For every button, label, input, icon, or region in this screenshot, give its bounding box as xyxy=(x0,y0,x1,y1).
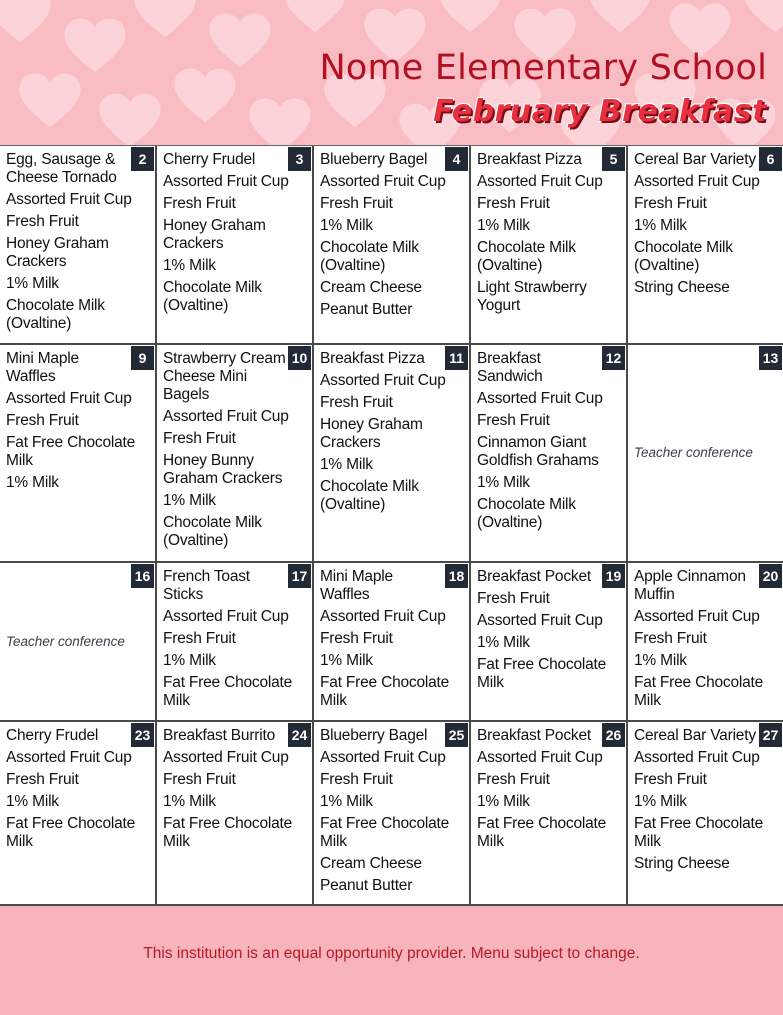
day-number-badge: 12 xyxy=(602,346,625,370)
menu-item: Fat Free Chocolate Milk xyxy=(634,674,764,709)
menu-item: Assorted Fruit Cup xyxy=(163,173,289,190)
day-number-badge: 27 xyxy=(759,723,782,747)
day-number-badge: 25 xyxy=(445,723,468,747)
menu-item: 1% Milk xyxy=(163,793,216,810)
menu-item: Fresh Fruit xyxy=(477,412,550,429)
menu-item: Fat Free Chocolate Milk xyxy=(320,815,450,850)
menu-entree: Breakfast Pizza xyxy=(320,350,425,367)
menu-item: Fat Free Chocolate Milk xyxy=(163,674,293,709)
menu-item: Assorted Fruit Cup xyxy=(163,608,289,625)
menu-item: Fat Free Chocolate Milk xyxy=(163,815,293,850)
menu-item: Assorted Fruit Cup xyxy=(634,173,760,190)
menu-entree: Cherry Frudel xyxy=(163,151,256,168)
menu-item-list xyxy=(320,568,463,710)
menu-item: Cream Cheese xyxy=(320,279,422,296)
menu-item: Assorted Fruit Cup xyxy=(634,608,760,625)
menu-item-list xyxy=(6,350,149,492)
menu-item: Fresh Fruit xyxy=(634,771,707,788)
day-cell xyxy=(157,722,314,906)
menu-item: 1% Milk xyxy=(320,793,373,810)
menu-item: Chocolate Milk (Ovaltine) xyxy=(477,239,576,274)
menu-item: 1% Milk xyxy=(6,793,59,810)
menu-item: Chocolate Milk (Ovaltine) xyxy=(320,239,419,274)
menu-item: Fresh Fruit xyxy=(320,394,393,411)
menu-item-list xyxy=(477,727,620,851)
menu-entree: Blueberry Bagel xyxy=(320,151,428,168)
day-cell xyxy=(471,722,628,906)
menu-item-list xyxy=(6,151,149,333)
menu-entree: Strawberry Cream Cheese Mini Bagels xyxy=(163,350,286,403)
menu-item: Fresh Fruit xyxy=(163,195,236,212)
menu-item: Assorted Fruit Cup xyxy=(477,749,603,766)
day-number-badge: 6 xyxy=(759,147,782,171)
menu-item-list xyxy=(320,727,463,895)
day-cell xyxy=(471,345,628,563)
menu-item-list xyxy=(477,350,620,532)
menu-item: Fresh Fruit xyxy=(6,213,79,230)
menu-entree: Apple Cinnamon Muffin xyxy=(634,568,746,603)
menu-item: Fat Free Chocolate Milk xyxy=(477,815,607,850)
menu-item: Fresh Fruit xyxy=(320,771,393,788)
menu-item: Fresh Fruit xyxy=(163,430,236,447)
menu-item: Fresh Fruit xyxy=(477,771,550,788)
day-cell xyxy=(157,345,314,563)
menu-item: Fat Free Chocolate Milk xyxy=(320,674,450,709)
menu-item: Chocolate Milk (Ovaltine) xyxy=(6,297,105,332)
menu-item-list xyxy=(320,350,463,514)
day-cell xyxy=(314,563,471,722)
menu-item: Cinnamon Giant Goldfish Grahams xyxy=(477,434,599,469)
menu-item-list xyxy=(163,350,306,550)
menu-title: February Breakfast xyxy=(433,94,767,129)
menu-item: 1% Milk xyxy=(163,257,216,274)
menu-item: 1% Milk xyxy=(6,474,59,491)
menu-item: 1% Milk xyxy=(320,456,373,473)
menu-item: Assorted Fruit Cup xyxy=(477,612,603,629)
day-cell xyxy=(0,722,157,906)
menu-item: Assorted Fruit Cup xyxy=(163,408,289,425)
menu-item: Assorted Fruit Cup xyxy=(320,372,446,389)
menu-item: String Cheese xyxy=(634,855,730,872)
menu-item: Assorted Fruit Cup xyxy=(477,390,603,407)
menu-item: Assorted Fruit Cup xyxy=(477,173,603,190)
day-cell xyxy=(628,722,783,906)
menu-item: Fresh Fruit xyxy=(477,590,550,607)
day-number-badge: 10 xyxy=(288,346,311,370)
menu-item: Fat Free Chocolate Milk xyxy=(6,434,136,469)
day-cell xyxy=(314,146,471,345)
menu-entree: Cherry Frudel xyxy=(6,727,99,744)
menu-item-list xyxy=(320,151,463,319)
menu-item: Cream Cheese xyxy=(320,855,422,872)
menu-item: Fresh Fruit xyxy=(163,630,236,647)
menu-entree: Breakfast Pocket xyxy=(477,568,591,585)
menu-item: Peanut Butter xyxy=(320,877,413,894)
day-cell xyxy=(628,345,783,563)
day-note: Teacher conference xyxy=(6,633,125,649)
menu-item: Fresh Fruit xyxy=(320,195,393,212)
day-cell xyxy=(471,563,628,722)
day-cell xyxy=(471,146,628,345)
menu-item: 1% Milk xyxy=(477,793,530,810)
menu-item: Fresh Fruit xyxy=(163,771,236,788)
day-cell xyxy=(0,345,157,563)
day-number-badge: 20 xyxy=(759,564,782,588)
menu-entree: Blueberry Bagel xyxy=(320,727,428,744)
menu-item: Fresh Fruit xyxy=(477,195,550,212)
menu-item: 1% Milk xyxy=(163,492,216,509)
menu-item: Fresh Fruit xyxy=(6,412,79,429)
menu-item: Chocolate Milk (Ovaltine) xyxy=(477,496,576,531)
menu-item: Fresh Fruit xyxy=(6,771,79,788)
menu-item: Assorted Fruit Cup xyxy=(634,749,760,766)
day-number-badge: 18 xyxy=(445,564,468,588)
menu-item: Fat Free Chocolate Milk xyxy=(634,815,764,850)
menu-item-list xyxy=(634,151,777,297)
menu-item: Honey Graham Crackers xyxy=(163,217,266,252)
menu-item-list xyxy=(477,151,620,315)
day-number-badge: 24 xyxy=(288,723,311,747)
day-number-badge: 19 xyxy=(602,564,625,588)
menu-item: Light Strawberry Yogurt xyxy=(477,279,587,314)
menu-item-list xyxy=(6,727,149,851)
menu-item: Honey Bunny Graham Crackers xyxy=(163,452,283,487)
day-number-badge: 26 xyxy=(602,723,625,747)
menu-item: Honey Graham Crackers xyxy=(320,416,423,451)
day-number-badge: 16 xyxy=(131,564,154,588)
menu-entree: Breakfast Burrito xyxy=(163,727,276,744)
menu-item: 1% Milk xyxy=(477,217,530,234)
menu-item: 1% Milk xyxy=(634,652,687,669)
menu-item-list xyxy=(477,568,620,692)
day-number-badge: 11 xyxy=(445,346,468,370)
day-number-badge: 5 xyxy=(602,147,625,171)
day-cell xyxy=(314,722,471,906)
day-cell xyxy=(628,563,783,722)
menu-item: Chocolate Milk (Ovaltine) xyxy=(320,478,419,513)
footer-disclaimer: This institution is an equal opportunity provider. Menu subject to change. xyxy=(143,945,640,962)
day-cell xyxy=(0,563,157,722)
menu-item: Fresh Fruit xyxy=(634,195,707,212)
menu-item: Fresh Fruit xyxy=(320,630,393,647)
day-note: Teacher conference xyxy=(634,445,753,460)
menu-item: Honey Graham Crackers xyxy=(6,235,109,270)
day-number-badge: 2 xyxy=(131,147,154,171)
day-number-badge: 23 xyxy=(131,723,154,747)
calendar-grid xyxy=(0,145,783,906)
menu-item: 1% Milk xyxy=(320,652,373,669)
menu-entree: Breakfast Sandwich xyxy=(477,350,543,385)
day-number-badge: 4 xyxy=(445,147,468,171)
menu-item-list xyxy=(634,568,777,710)
menu-item-list xyxy=(163,727,306,851)
day-number-badge: 9 xyxy=(131,346,154,370)
day-cell xyxy=(0,146,157,345)
menu-entree: Mini Maple Waffles xyxy=(6,350,79,385)
school-name: Nome Elementary School xyxy=(319,48,767,88)
day-cell xyxy=(628,146,783,345)
menu-item: Fresh Fruit xyxy=(634,630,707,647)
day-cell xyxy=(157,146,314,345)
menu-entree: Cereal Bar Variety xyxy=(634,151,756,168)
menu-item: Assorted Fruit Cup xyxy=(163,749,289,766)
menu-item: Assorted Fruit Cup xyxy=(320,173,446,190)
day-number-badge: 13 xyxy=(759,346,782,370)
menu-item: Fat Free Chocolate Milk xyxy=(477,656,607,691)
menu-entree: Breakfast Pocket xyxy=(477,727,591,744)
menu-item: Assorted Fruit Cup xyxy=(6,390,132,407)
menu-item-list xyxy=(634,727,777,873)
menu-item: Assorted Fruit Cup xyxy=(320,749,446,766)
menu-item: Chocolate Milk (Ovaltine) xyxy=(163,514,262,549)
menu-item: 1% Milk xyxy=(634,793,687,810)
menu-item: Fat Free Chocolate Milk xyxy=(6,815,136,850)
menu-item: 1% Milk xyxy=(477,634,530,651)
menu-item: 1% Milk xyxy=(320,217,373,234)
menu-entree: Mini Maple Waffles xyxy=(320,568,393,603)
menu-entree: Cereal Bar Variety xyxy=(634,727,756,744)
menu-item: Assorted Fruit Cup xyxy=(320,608,446,625)
menu-item: Assorted Fruit Cup xyxy=(6,191,132,208)
day-number-badge: 17 xyxy=(288,564,311,588)
menu-item-list xyxy=(163,568,306,710)
menu-item: Chocolate Milk (Ovaltine) xyxy=(634,239,733,274)
menu-entree: Breakfast Pizza xyxy=(477,151,582,168)
menu-item: 1% Milk xyxy=(634,217,687,234)
menu-item: 1% Milk xyxy=(163,652,216,669)
header-banner xyxy=(0,0,783,145)
menu-item: Chocolate Milk (Ovaltine) xyxy=(163,279,262,314)
menu-entree: French Toast Sticks xyxy=(163,568,250,603)
menu-item: String Cheese xyxy=(634,279,730,296)
menu-item-list xyxy=(163,151,306,315)
menu-item: 1% Milk xyxy=(6,275,59,292)
day-cell xyxy=(157,563,314,722)
menu-item: 1% Milk xyxy=(477,474,530,491)
menu-item: Peanut Butter xyxy=(320,301,413,318)
menu-entree: Egg, Sausage & Cheese Tornado xyxy=(6,151,117,186)
day-cell xyxy=(314,345,471,563)
day-number-badge: 3 xyxy=(288,147,311,171)
menu-item: Assorted Fruit Cup xyxy=(6,749,132,766)
